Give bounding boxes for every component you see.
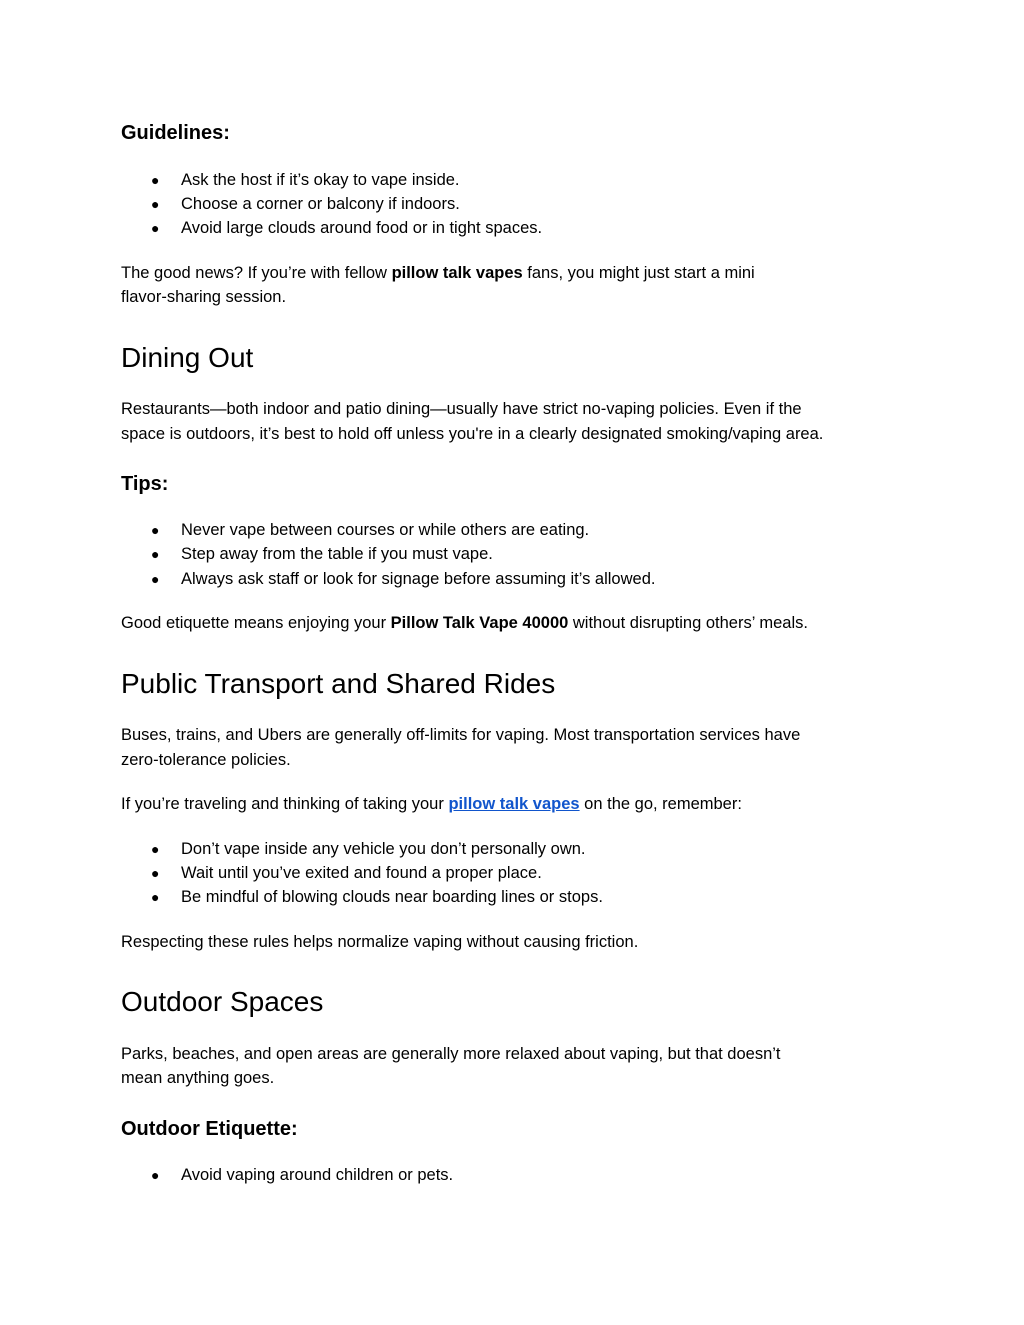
good-news-paragraph: The good news? If you’re with fellow pillow talk vapes fans, you might just start a mini [121, 264, 755, 282]
dining-closing-paragraph: Good etiquette means enjoying your Pillow Talk Vape 40000 without disrupting others’ meals. [121, 614, 808, 632]
bullet-icon: ● [151, 546, 160, 562]
brand-mention: pillow talk vapes [391, 264, 523, 282]
bullet-icon: ● [151, 571, 160, 587]
dining-out-heading: Dining Out [121, 342, 254, 373]
travel-paragraph: If you’re traveling and thinking of taking your pillow talk vapes on the go, remember: [121, 795, 742, 813]
bullet-icon: ● [151, 841, 160, 857]
dining-paragraph-line2: space is outdoors, it’s best to hold off unless you're in a clearly designated smoking/vaping area. [121, 425, 824, 443]
bullet-icon: ● [151, 1167, 160, 1183]
bullet-icon: ● [151, 220, 160, 236]
transport-paragraph-line1: Buses, trains, and Ubers are generally off-limits for vaping. Most transportation services have [121, 726, 801, 744]
transport-closing-paragraph: Respecting these rules helps normalize vaping without causing friction. [121, 933, 639, 951]
outdoor-spaces-heading: Outdoor Spaces [121, 986, 324, 1017]
dining-paragraph-line1: Restaurants—both indoor and patio dining—usually have strict no-vaping policies. Even if the [121, 400, 802, 418]
bullet-icon: ● [151, 172, 160, 188]
good-news-paragraph-line2: flavor-sharing session. [121, 288, 287, 306]
bullet-icon: ● [151, 522, 160, 538]
bullet-icon: ● [151, 865, 160, 881]
outdoor-paragraph-line1: Parks, beaches, and open areas are generally more relaxed about vaping, but that doesn’t [121, 1045, 781, 1063]
bullet-icon: ● [151, 196, 160, 212]
outdoor-etiquette-heading: Outdoor Etiquette: [121, 1118, 298, 1140]
public-transport-heading: Public Transport and Shared Rides [121, 668, 556, 699]
outdoor-paragraph-line2: mean anything goes. [121, 1069, 275, 1087]
pillow-talk-vapes-link[interactable]: pillow talk vapes [448, 795, 580, 813]
tips-heading: Tips: [121, 473, 169, 495]
product-mention: Pillow Talk Vape 40000 [390, 614, 569, 632]
bullet-icon: ● [151, 889, 160, 905]
guidelines-heading: Guidelines: [121, 122, 230, 144]
transport-paragraph-line2: zero-tolerance policies. [121, 751, 291, 769]
